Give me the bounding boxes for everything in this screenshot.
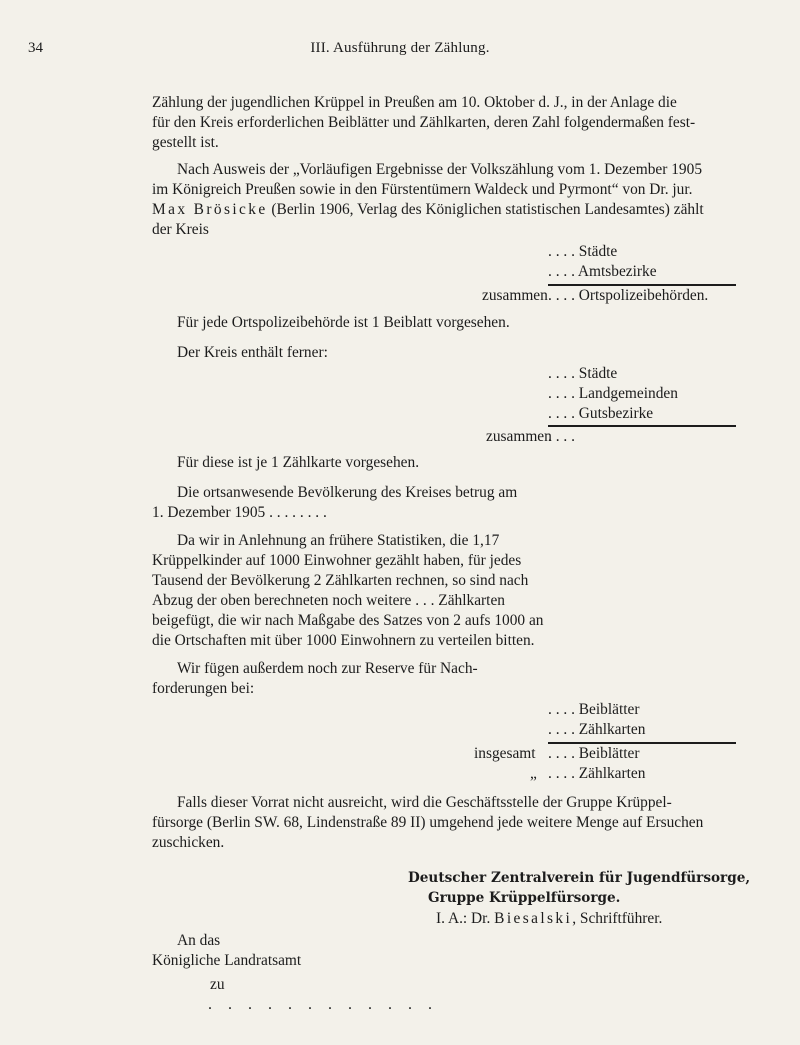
p7-line-3: Tausend der Bevölkerung 2 Zählkarten rechnen, so sind nach (152, 572, 529, 589)
list3-item-beiblaetter: . . . . Beiblätter (548, 701, 640, 718)
address-line-1: An das (177, 932, 221, 949)
list2-item-staedte: . . . . Städte (548, 365, 618, 382)
list2-total-item: . . . . (548, 428, 575, 445)
p3-line: Für jede Ortspolizeibehörde ist 1 Beiblatt vorgesehen. (177, 314, 510, 331)
intro-line-2: für den Kreis erforderlichen Beiblätter und Zählkarten, deren Zahl folgendermaßen fest- (152, 114, 696, 131)
address-line-2: Königliche Landratsamt (152, 952, 302, 969)
author-name: Max Brösicke (152, 201, 268, 218)
intro-line-3: gestellt ist. (152, 134, 219, 151)
address-dots: . . . . . . . . . . . . (208, 996, 438, 1013)
sum-rule-2 (548, 425, 736, 427)
address-line-3: zu (210, 976, 225, 993)
signatory-name: Biesalski (494, 910, 573, 927)
p9-line-1: Falls dieser Vorrat nicht ausreicht, wird die Geschäftsstelle der Gruppe Krüppel- (177, 794, 672, 811)
ditto-mark: „ (530, 765, 537, 782)
p2-line-3: Max Brösicke (Berlin 1906, Verlag des Königlichen statistischen Landesamtes) zählt (152, 201, 704, 218)
page-number: 34 (28, 40, 43, 56)
p2-line-4: der Kreis (152, 221, 209, 238)
list1-item-amtsbezirke: . . . . Amtsbezirke (548, 263, 657, 280)
signature-org-2: Gruppe Krüppelfürsorge. (428, 890, 621, 906)
p9-line-2: fürsorge (Berlin SW. 68, Lindenstraße 89 II) umgehend jede weitere Menge auf Ersuchen (152, 814, 704, 831)
list3-total-label: insgesamt (474, 745, 536, 762)
list2-item-landgemeinden: . . . . Landgemeinden (548, 385, 678, 402)
p7-line-5: beigefügt, die wir nach Maßgabe des Satzes von 2 aufs 1000 an (152, 612, 544, 629)
list1-total-item: . . . . Ortspolizeibehörden. (548, 287, 709, 304)
p5-line: Für diese ist je 1 Zählkarte vorgesehen. (177, 454, 420, 471)
p7-line-1: Da wir in Anlehnung an frühere Statistiken, die 1,17 (177, 532, 500, 549)
list2-item-gutsbezirke: . . . . Gutsbezirke (548, 405, 654, 422)
list3-item-zaehlkarten: . . . . Zählkarten (548, 721, 646, 738)
p6-line-2: 1. Dezember 1905 . . . . . . . . (152, 504, 327, 521)
p4-line: Der Kreis enthält ferner: (177, 344, 328, 361)
signature-org-1: Deutscher Zentralverein für Jugendfürsorge, (408, 870, 751, 886)
list1-total-label: zusammen (482, 287, 548, 304)
list3-total-zaehlkarten: . . . . Zählkarten (548, 765, 646, 782)
p8-line-2: forderungen bei: (152, 680, 255, 697)
p2-line-1: Nach Ausweis der „Vorläufigen Ergebnisse der Volkszählung vom 1. Dezember 1905 (177, 161, 703, 178)
running-title: III. Ausführung der Zählung. (310, 40, 490, 56)
page-header (0, 40, 800, 62)
p2-line-2: im Königreich Preußen sowie in den Fürstentümern Waldeck und Pyrmont“ von Dr. jur. (152, 181, 693, 198)
p9-line-3: zuschicken. (152, 834, 225, 851)
p7-line-2: Krüppelkinder auf 1000 Einwohner gezählt haben, für jedes (152, 552, 522, 569)
intro-line-1: Zählung der jugendlichen Krüppel in Preußen am 10. Oktober d. J., in der Anlage die (152, 94, 677, 111)
p7-line-6: die Ortschaften mit über 1000 Einwohnern zu verteilen bitten. (152, 632, 535, 649)
list2-total-label: zusammen (486, 428, 552, 445)
list3-total-beiblaetter: . . . . Beiblätter (548, 745, 640, 762)
p7-line-4: Abzug der oben berechneten noch weitere . . . Zählkarten (152, 592, 505, 609)
p8-line-1: Wir fügen außerdem noch zur Reserve für Nach- (177, 660, 478, 677)
p6-line-1: Die ortsanwesende Bevölkerung des Kreises betrug am (177, 484, 518, 501)
signature-line: I. A.: Dr. Biesalski, Schriftführer. (436, 910, 663, 927)
list1-item-staedte: . . . . Städte (548, 243, 618, 260)
